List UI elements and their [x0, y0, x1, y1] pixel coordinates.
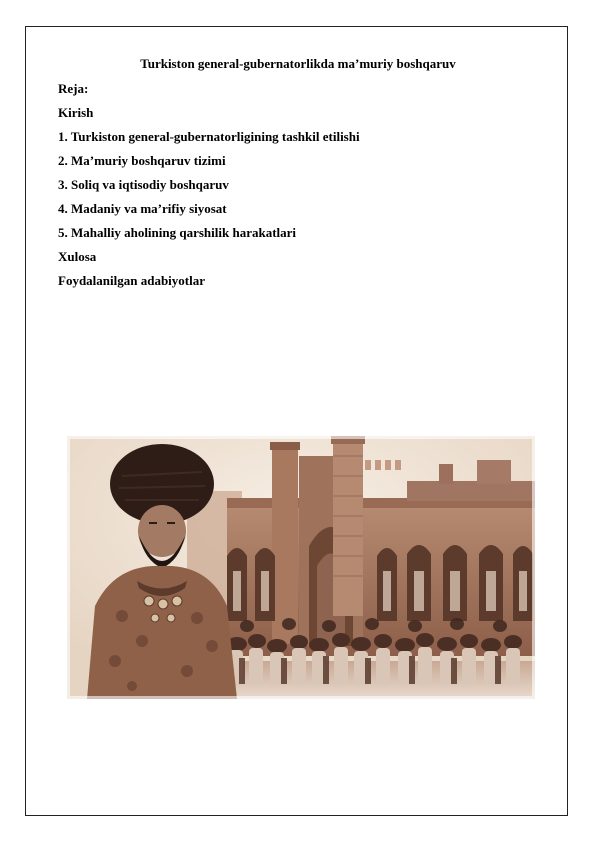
plan-list	[58, 81, 360, 297]
document-title: Turkiston general-gubernatorlikda ma’muriy boshqaruv	[140, 56, 456, 71]
historical-photo	[67, 436, 535, 699]
plan-item-1: 1. Turkiston general-gubernatorligining tashkil etilishi	[58, 129, 360, 144]
historical-photo-illustration	[67, 436, 535, 699]
plan-item-references: Foydalanilgan adabiyotlar	[58, 273, 205, 288]
plan-item-conclusion: Xulosa	[58, 249, 97, 264]
plan-item-5: 5. Mahalliy aholining qarshilik harakatlari	[58, 225, 297, 240]
plan-item-3: 3. Soliq va iqtisodiy boshqaruv	[58, 177, 229, 192]
plan-item-intro: Kirish	[58, 105, 94, 120]
plan-item-2: 2. Ma’muriy boshqaruv tizimi	[58, 153, 226, 168]
plan-item-4: 4. Madaniy va ma’rifiy siyosat	[58, 201, 227, 216]
plan-label: Reja:	[58, 81, 89, 96]
